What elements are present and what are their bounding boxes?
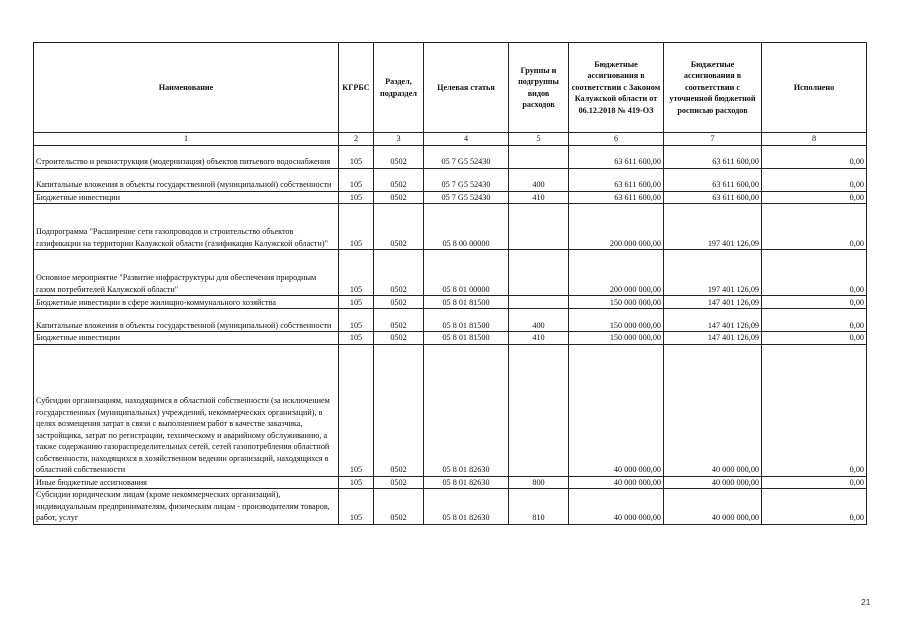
table-row xyxy=(34,489,867,525)
cell-section: 0502 xyxy=(374,309,424,332)
cell-kgrbs: 105 xyxy=(339,309,374,332)
cell-updated: 147 401 126,09 xyxy=(664,296,762,309)
column-number-row xyxy=(34,133,867,146)
cell-updated: 147 401 126,09 xyxy=(664,309,762,332)
cell-kgrbs: 105 xyxy=(339,168,374,191)
cell-executed: 0,00 xyxy=(762,250,867,296)
cell-group xyxy=(509,145,569,168)
cell-law: 200 000 000,00 xyxy=(569,250,664,296)
cell-updated: 63 611 600,00 xyxy=(664,168,762,191)
table-row xyxy=(34,476,867,489)
cell-executed: 0,00 xyxy=(762,296,867,309)
column-number: 4 xyxy=(424,133,509,146)
cell-executed: 0,00 xyxy=(762,344,867,476)
cell-law: 40 000 000,00 xyxy=(569,489,664,525)
cell-name: Иные бюджетные ассигнования xyxy=(34,476,339,489)
header-executed: Исполнено xyxy=(762,43,867,133)
cell-name: Бюджетные инвестиции xyxy=(34,332,339,345)
column-number: 3 xyxy=(374,133,424,146)
cell-name: Бюджетные инвестиции в сфере жилищно-коммунального хозяйства xyxy=(34,296,339,309)
table-row xyxy=(34,145,867,168)
cell-updated: 63 611 600,00 xyxy=(664,145,762,168)
column-number: 2 xyxy=(339,133,374,146)
cell-kgrbs: 105 xyxy=(339,191,374,204)
cell-kgrbs: 105 xyxy=(339,145,374,168)
cell-section: 0502 xyxy=(374,344,424,476)
cell-target: 05 7 G5 52430 xyxy=(424,168,509,191)
cell-executed: 0,00 xyxy=(762,332,867,345)
cell-section: 0502 xyxy=(374,168,424,191)
cell-name: Основное мероприятие "Развитие инфраструктуры для обеспечения природным газом потребителей Калужской области" xyxy=(34,250,339,296)
cell-updated: 40 000 000,00 xyxy=(664,344,762,476)
cell-law: 150 000 000,00 xyxy=(569,296,664,309)
budget-table xyxy=(33,42,867,525)
cell-executed: 0,00 xyxy=(762,168,867,191)
header-row xyxy=(34,43,867,133)
cell-name: Капитальные вложения в объекты государственной (муниципальной) собственности xyxy=(34,309,339,332)
header-groups: Группы и подгруппы видов расходов xyxy=(509,43,569,133)
column-number: 8 xyxy=(762,133,867,146)
cell-target: 05 7 G5 52430 xyxy=(424,145,509,168)
cell-target: 05 8 01 00000 xyxy=(424,250,509,296)
cell-group: 410 xyxy=(509,191,569,204)
table-body xyxy=(34,145,867,524)
table-row xyxy=(34,168,867,191)
cell-kgrbs: 105 xyxy=(339,204,374,250)
cell-kgrbs: 105 xyxy=(339,489,374,525)
cell-executed: 0,00 xyxy=(762,489,867,525)
cell-name: Подпрограмма "Расширение сети газопроводов и строительство объектов газификации на территории Калужской области (газификация Калужской области)" xyxy=(34,204,339,250)
cell-group xyxy=(509,204,569,250)
header-law: Бюджетные ассигнования в соответствии с Законом Калужской области от 06.12.2018 № 419-ОЗ xyxy=(569,43,664,133)
cell-kgrbs: 105 xyxy=(339,332,374,345)
cell-target: 05 8 01 82630 xyxy=(424,344,509,476)
cell-group: 400 xyxy=(509,168,569,191)
cell-target: 05 8 01 81500 xyxy=(424,309,509,332)
cell-updated: 63 611 600,00 xyxy=(664,191,762,204)
table-row xyxy=(34,296,867,309)
table-row xyxy=(34,204,867,250)
cell-section: 0502 xyxy=(374,191,424,204)
cell-executed: 0,00 xyxy=(762,476,867,489)
cell-section: 0502 xyxy=(374,476,424,489)
cell-group: 410 xyxy=(509,332,569,345)
cell-name: Строительство и реконструкция (модернизация) объектов питьевого водоснабжения xyxy=(34,145,339,168)
cell-name: Субсидии юридическим лицам (кроме некоммерческих организаций), индивидуальным предпринимателям, физическим лицам - производителям товаров, работ, услуг xyxy=(34,489,339,525)
cell-target: 05 8 01 82630 xyxy=(424,476,509,489)
header-updated: Бюджетные ассигнования в соответствии с уточненной бюджетной росписью расходов xyxy=(664,43,762,133)
cell-target: 05 8 01 81500 xyxy=(424,296,509,309)
column-number: 5 xyxy=(509,133,569,146)
cell-law: 40 000 000,00 xyxy=(569,344,664,476)
cell-group: 800 xyxy=(509,476,569,489)
column-number: 6 xyxy=(569,133,664,146)
cell-section: 0502 xyxy=(374,204,424,250)
cell-law: 200 000 000,00 xyxy=(569,204,664,250)
cell-updated: 40 000 000,00 xyxy=(664,489,762,525)
cell-law: 63 611 600,00 xyxy=(569,145,664,168)
cell-group xyxy=(509,250,569,296)
cell-executed: 0,00 xyxy=(762,309,867,332)
cell-executed: 0,00 xyxy=(762,204,867,250)
header-target: Целевая статья xyxy=(424,43,509,133)
cell-law: 63 611 600,00 xyxy=(569,168,664,191)
cell-section: 0502 xyxy=(374,332,424,345)
cell-section: 0502 xyxy=(374,489,424,525)
column-number: 7 xyxy=(664,133,762,146)
table-row xyxy=(34,250,867,296)
cell-kgrbs: 105 xyxy=(339,296,374,309)
cell-executed: 0,00 xyxy=(762,145,867,168)
cell-target: 05 8 01 81500 xyxy=(424,332,509,345)
cell-kgrbs: 105 xyxy=(339,344,374,476)
cell-updated: 40 000 000,00 xyxy=(664,476,762,489)
cell-law: 63 611 600,00 xyxy=(569,191,664,204)
column-number: 1 xyxy=(34,133,339,146)
table-row xyxy=(34,191,867,204)
cell-target: 05 8 00 00000 xyxy=(424,204,509,250)
cell-name: Субсидии организациям, находящимся в областной собственности (за исключением государственных (муниципальных) учреждений, некоммерческих организаций), в целях возмещения затрат в связи с выполнением работ в качестве заказчика, застройщика, затрат по регистрации, техническому и аварийному обслуживанию, а также содержанию газораспределительных сетей, сетей газопотребления областной собственности, находящихся в хозяйственном ведении организаций, находящихся в областной собственности xyxy=(34,344,339,476)
cell-section: 0502 xyxy=(374,145,424,168)
cell-target: 05 7 G5 52430 xyxy=(424,191,509,204)
cell-law: 150 000 000,00 xyxy=(569,332,664,345)
cell-law: 150 000 000,00 xyxy=(569,309,664,332)
cell-name: Бюджетные инвестиции xyxy=(34,191,339,204)
cell-section: 0502 xyxy=(374,296,424,309)
header-section: Раздел, подраздел xyxy=(374,43,424,133)
cell-updated: 197 401 126,09 xyxy=(664,204,762,250)
cell-target: 05 8 01 82630 xyxy=(424,489,509,525)
cell-group: 400 xyxy=(509,309,569,332)
table-row xyxy=(34,309,867,332)
cell-updated: 197 401 126,09 xyxy=(664,250,762,296)
cell-executed: 0,00 xyxy=(762,191,867,204)
page-number: 21 xyxy=(861,597,871,607)
cell-group xyxy=(509,344,569,476)
cell-group: 810 xyxy=(509,489,569,525)
cell-updated: 147 401 126,09 xyxy=(664,332,762,345)
cell-kgrbs: 105 xyxy=(339,250,374,296)
header-name: Наименование xyxy=(34,43,339,133)
cell-section: 0502 xyxy=(374,250,424,296)
header-kgrbs: КГРБС xyxy=(339,43,374,133)
table-row xyxy=(34,344,867,476)
cell-name: Капитальные вложения в объекты государственной (муниципальной) собственности xyxy=(34,168,339,191)
table-row xyxy=(34,332,867,345)
cell-kgrbs: 105 xyxy=(339,476,374,489)
cell-group xyxy=(509,296,569,309)
cell-law: 40 000 000,00 xyxy=(569,476,664,489)
